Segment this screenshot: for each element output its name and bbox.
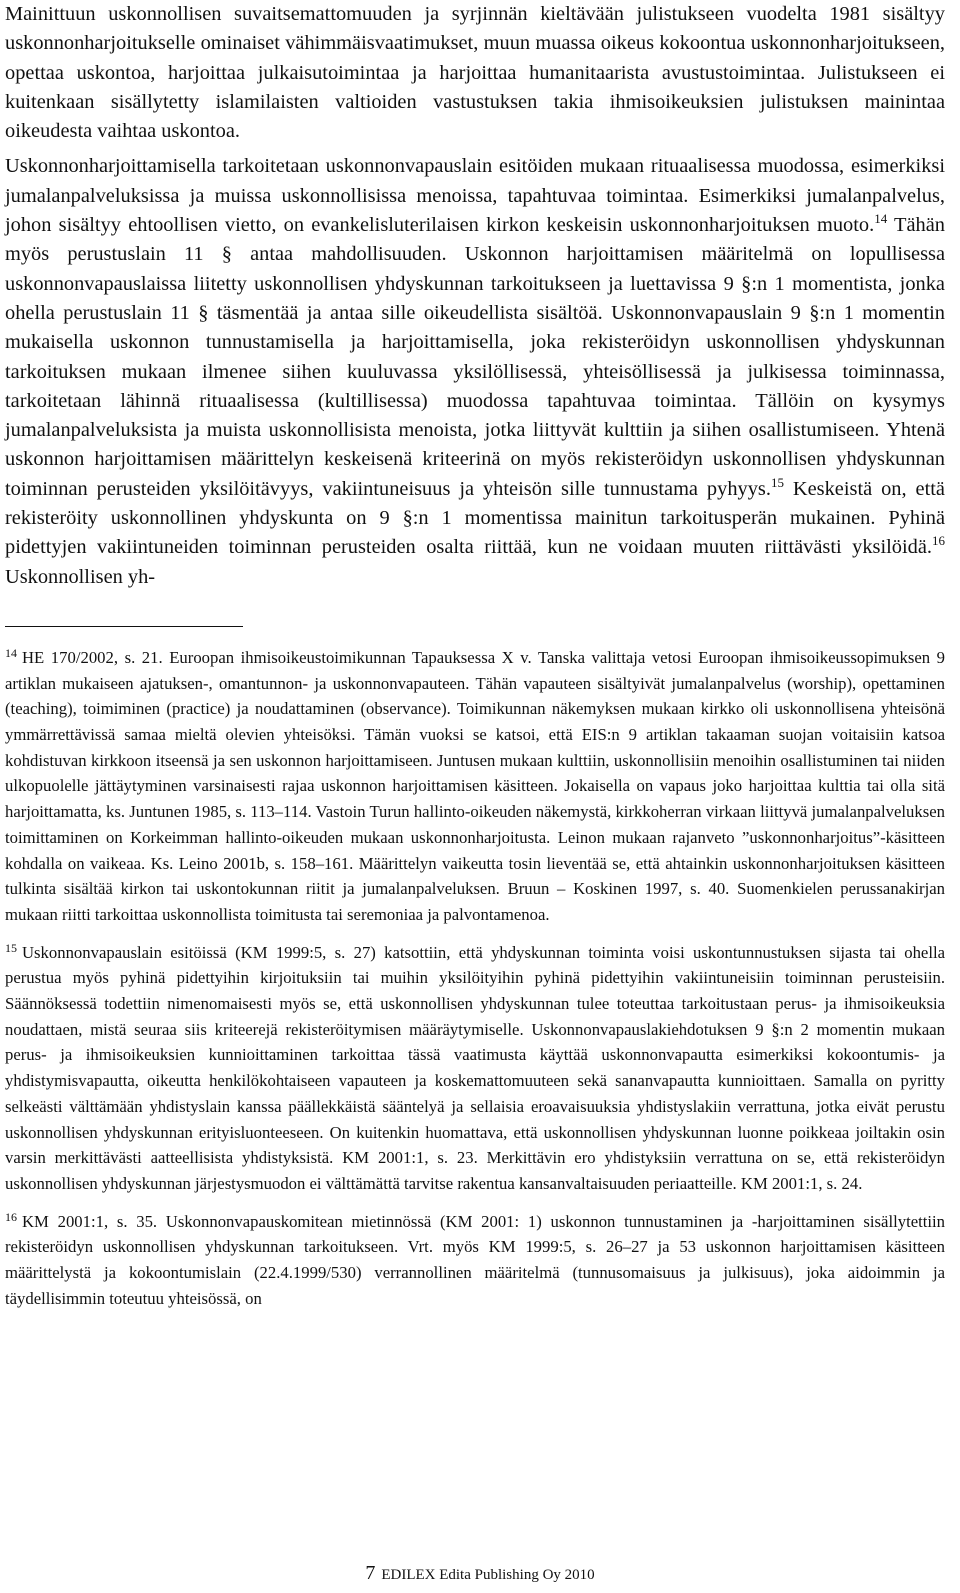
footnote-ref-14[interactable]: 14	[874, 211, 888, 227]
paragraph-2-part-b: Tähän myös perustuslain 11 § antaa mahdollisuuden. Uskonnon harjoittamisen määritelmä on lopullisessa uskonnonvapauslaissa liitetty uskonnollisen yhdyskunnan tarkoitukseen ja luettavissa 9 §:n 1 momentista, jonka ohella perustuslain 11 § täsmentää ja antaa sille oikeudellista sisältöä. Uskonnonvapauslain 9 §:n 1 momentin mukaisella uskonnon tunnustamisella ja harjoittamisella, joka rekisteröidyn uskonnollisen yhdyskunnan tarkoituksen mukaan ilmenee siihen kuuluvassa yksilöllisessä, yhteisöllisessä ja julkisessa toiminnassa, tarkoitetaan lähinnä rituaalisessa (kultillisessa) muodossa tapahtuvaa toimintaa. Tällöin on kysymys jumalanpalveluksista ja muista uskonnollisista menoista, jotka liittyvät kulttiin ja siihen osallistumiseen. Yhtenä uskonnon harjoittamisen määrittelyn keskeisenä kriteerinä on myös rekisteröidyn uskonnollisen yhdyskunnan toiminnan perusteiden yksilöitävyys, vakiintuneisuus ja yhteisön sille tunnustama pyhyys.	[5, 214, 945, 500]
footnote-ref-16[interactable]: 16	[932, 533, 945, 549]
footnote-text: KM 2001:1, s. 35. Uskonnonvapauskomitean mietinnössä (KM 2001: 1) uskonnon tunnustaminen ja -harjoittaminen sisällytettiin rekisteröidyn uskonnollisen yhdyskunnan tarkoitukseen. Vrt. myös KM 1999:5, s. 26–27 ja 53 uskonnon harjoittamisen käsitteen määrittelystä ja kokoontumislain (22.4.1999/530) verrannollinen määritelmä (tunnusomaisuus ja julkisuus), joka aidoimmin ja täydellisimmin toteutuu yhteisössä, on	[5, 1211, 945, 1308]
footnote-number: 16	[5, 1209, 17, 1224]
footnotes	[5, 645, 945, 1312]
footnote-ref-15[interactable]: 15	[770, 474, 784, 490]
paragraph-2-part-d: Uskonnollisen yh-	[5, 565, 156, 588]
footnote-number: 14	[5, 645, 17, 660]
footnote-number: 15	[5, 940, 17, 955]
page-number: 7	[365, 1562, 376, 1584]
paragraph-2-part-a: Uskonnonharjoittamisella tarkoitetaan uskonnonvapauslain esitöiden mukaan rituaalisessa muodossa, esimerkiksi jumalanpalveluksissa ja muissa uskonnollisissa menoissa, tapahtuvaa toimintaa. Esimerkiksi jumalanpalvelus, johon sisältyy ehtoollisen vietto, on evankelisluterilaisen kirkon keskeisin uskonnonharjoituksen muoto.	[5, 155, 945, 237]
footnote-text: Uskonnonvapauslain esitöissä (KM 1999:5, s. 27) katsottiin, että yhdyskunnan toiminta voisi uskontunnustuksen sijasta tai ohella perustua myös pyhinä pidettyihin kirjoituksiin tai muihin yksilöityihin pyhinä pidettyihin vakiintuneisiin toiminnan perusteisiin. Säännöksessä todettiin nimenomaisesti myös se, että uskonnollisen yhdyskunnan tulee toteuttaa tarkoitustaan perus- ja ihmisoikeuksia noudattaen, mistä seuraa siis kriteerejä rekisteröitymisen määräytymiselle. Uskonnonvapauslakiehdotuksen 9 §:n 2 momentin mukaan perus- ja ihmisoikeuksien kunnioittaminen tarkoittaa tässä vaatimusta käyttää uskonnonvapautta esimerkiksi kokoontumis- ja yhdistymisvapautta, oikeutta henkilökohtaiseen vapauteen ja koskemattomuuteen sekä sananvapautta kunnioittaen. Samalla on pyritty selkeästi välttämään yhdistyslain kanssa päällekkäistä sääntelyä ja sellaisia eroavaisuuksia yhdistyslakiin verrattuna, jotka eivät perustu uskonnollisen yhdyskunnan erityisluonteeseen. On kuitenkin huomattava, että uskonnollisen yhdyskunnan luonne poikkeaa joiltakin osin varsin merkittävästi aatteellisista yhdistyksistä. KM 2001:1, s. 23. Merkittävin ero yhdistyksiin verrattuna on se, että rekisteröidyn uskonnollisen yhdyskunnan järjestysmuodon ei välttämättä tarvitse rakentua kansanvaltaisuuden periaatteille. KM 2001:1, s. 24.	[5, 942, 945, 1193]
footnote-divider	[5, 626, 243, 627]
publisher-credit: EDILEX Edita Publishing Oy 2010	[381, 1567, 595, 1583]
paragraph-2	[5, 152, 945, 591]
page-footer	[0, 1562, 960, 1586]
footnote-text: HE 170/2002, s. 21. Euroopan ihmisoikeustoimikunnan Tapauksessa X v. Tanska valittaja vetosi Euroopan ihmisoikeussopimuksen 9 artiklan mukaiseen ajatuksen-, omantunnon- ja uskonnonvapauteen. Tähän vapauteen sisältyivät jumalanpalvelus (worship), opettaminen (teaching), toimiminen (practice) ja noudattaminen (observance). Toimikunnan näkemyksen mukaan kirkko oli uskonnollisena yhteisönä ymmärrettävissä samaa mieltä olevien yhteisöksi. Tämän vuoksi se katsoi, että EIS:n 9 artiklan takaaman suojan voitaisiin katsoa kohdistuvan kirkkoon itseensä ja sen uskonnon harjoittamiseen. Juntusen mukaan kulttiin, uskonnollisiin menoihin osallistuminen tai niiden ulkopuolelle jättäytyminen varsinaisesti rajaa uskonnon harjoittamisen käsitteen. Jokaisella on vapaus joko harjoittaa kulttia tai olla sitä harjoittamatta, ks. Juntunen 1985, s. 113–114. Vastoin Turun hallinto-oikeuden näkemystä, kirkkoherran virkaan liittyvä jumalanpalveluksen toimittaminen on Korkeimman hallinto-oikeuden mukaan uskonnonharjoitusta. Leinon mukaan rajanveto ”uskonnonharjoitus”-käsitteen kohdalla on vaikeaa. Ks. Leino 2001b, s. 158–161. Määrittelyn vaikeutta tosin lieventää se, että ahtainkin uskonnonharjoituksen käsitteen tulkinta sisältää kirkon tai uskontokunnan riitit ja jumalanpalveluksen. Bruun – Koskinen 1997, s. 40. Suomenkielen perussanakirjan mukaan riitti tarkoittaa uskonnollista toimitusta tai seremoniaa ja palvontamenoa.	[5, 647, 945, 924]
footnote-14	[5, 645, 945, 928]
footnote-15	[5, 940, 945, 1197]
document-page	[5, 0, 945, 1324]
paragraph-1: Mainittuun uskonnollisen suvaitsemattomuuden ja syrjinnän kieltävään julistukseen vuodelta 1981 sisältyy uskonnonharjoitukselle ominaiset vähimmäisvaatimukset, muun muassa oikeus kokoontua uskonnonharjoitukseen, opettaa uskontoa, harjoittaa julkaisutoimintaa ja harjoittaa humanitaarista avustustoimintaa. Julistukseen ei kuitenkaan sisällytetty islamilaisten valtioiden vastustuksen takia ihmisoikeuksien julistuksen mainintaa oikeudesta vaihtaa uskontoa.	[5, 3, 945, 143]
footnote-16	[5, 1209, 945, 1312]
paragraph-2-part-c: Keskeistä on, että rekisteröity uskonnollinen yhdyskunta on 9 §:n 1 momentissa mainitun tarkoitusperän mukainen. Pyhinä pidettyjen vakiintuneiden toiminnan perusteiden osalta riittää, kun ne voidaan muuten riittävästi yksilöidä.	[5, 477, 945, 559]
